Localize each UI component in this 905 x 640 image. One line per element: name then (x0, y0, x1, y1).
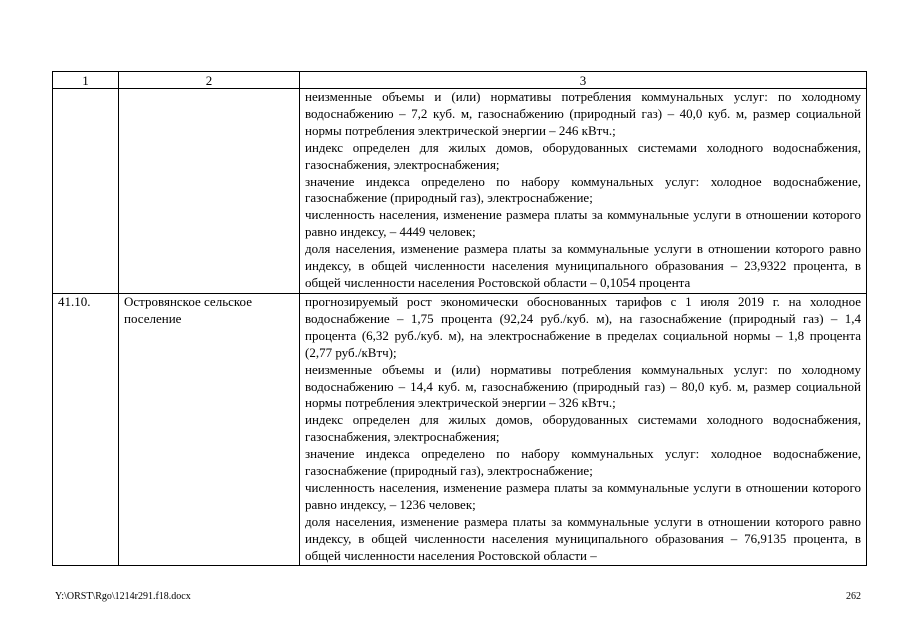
table-row (53, 89, 867, 294)
column-header-3: 3 (300, 72, 867, 89)
municipality-name-cell (119, 89, 300, 294)
table-header-row (53, 72, 867, 89)
description-paragraph: доля населения, изменение размера платы за коммунальные услуги в отношении которого равно индексу, в общей численности населения муниципального образования – 23,9322 процента, в общей численности населения Ростовской области – 0,1054 процента (305, 241, 861, 290)
footer-file-path: Y:\ORST\Rgo\1214r291.f18.docx (55, 591, 191, 602)
description-cell (300, 294, 867, 566)
footer-page-number: 262 (846, 591, 861, 602)
table-row (53, 294, 867, 566)
description-paragraph: значение индекса определено по набору коммунальных услуг: холодное водоснабжение, газоснабжение (природный газ), электроснабжение; (305, 173, 861, 206)
column-header-2: 2 (119, 72, 300, 89)
row-number-cell (53, 89, 119, 294)
description-paragraph: неизменные объемы и (или) нормативы потребления коммунальных услуг: по холодному водоснабжению – 14,4 куб. м, газоснабжению (природный газ) – 80,0 куб. м, размер социальной нормы потребления электрической энергии – 326 кВтч.; (305, 361, 861, 411)
description-paragraph: значение индекса определено по набору коммунальных услуг: холодное водоснабжение, газоснабжение (природный газ), электроснабжение; (305, 446, 861, 479)
description-paragraph: индекс определен для жилых домов, оборудованных системами холодного водоснабжения, газоснабжения, электроснабжения; (305, 139, 861, 172)
description-paragraph: численность населения, изменение размера платы за коммунальные услуги в отношении которого равно индексу, – 4449 человек; (305, 207, 861, 240)
description-cell (300, 89, 867, 294)
municipality-name-cell: Островянское сельское поселение (119, 294, 300, 566)
description-paragraph: индекс определен для жилых домов, оборудованных системами холодного водоснабжения, газоснабжения, электроснабжения; (305, 412, 861, 445)
column-header-1: 1 (53, 72, 119, 89)
description-paragraph: прогнозируемый рост экономически обоснованных тарифов с 1 июля 2019 г. на холодное водоснабжение – 1,75 процента (92,24 руб./куб. м), на газоснабжение (природный газ) – 1,4 процента (6,32 руб./куб. м), на электроснабжение в пределах социальной нормы – 1,8 процента (2,77 руб./кВтч); (305, 294, 861, 360)
document-table (52, 71, 867, 566)
description-paragraph: неизменные объемы и (или) нормативы потребления коммунальных услуг: по холодному водоснабжению – 7,2 куб. м, газоснабжению (природный газ) – 40,0 куб. м, размер социальной нормы потребления электрической энергии – 246 кВтч.; (305, 89, 861, 138)
description-paragraph: доля населения, изменение размера платы за коммунальные услуги в отношении которого равно индексу, в общей численности населения муниципального образования – 76,9135 процента, в общей численности населения Ростовской области – (305, 513, 861, 563)
row-number-cell: 41.10. (53, 294, 119, 566)
description-paragraph: численность населения, изменение размера платы за коммунальные услуги в отношении которого равно индексу, – 1236 человек; (305, 479, 861, 512)
